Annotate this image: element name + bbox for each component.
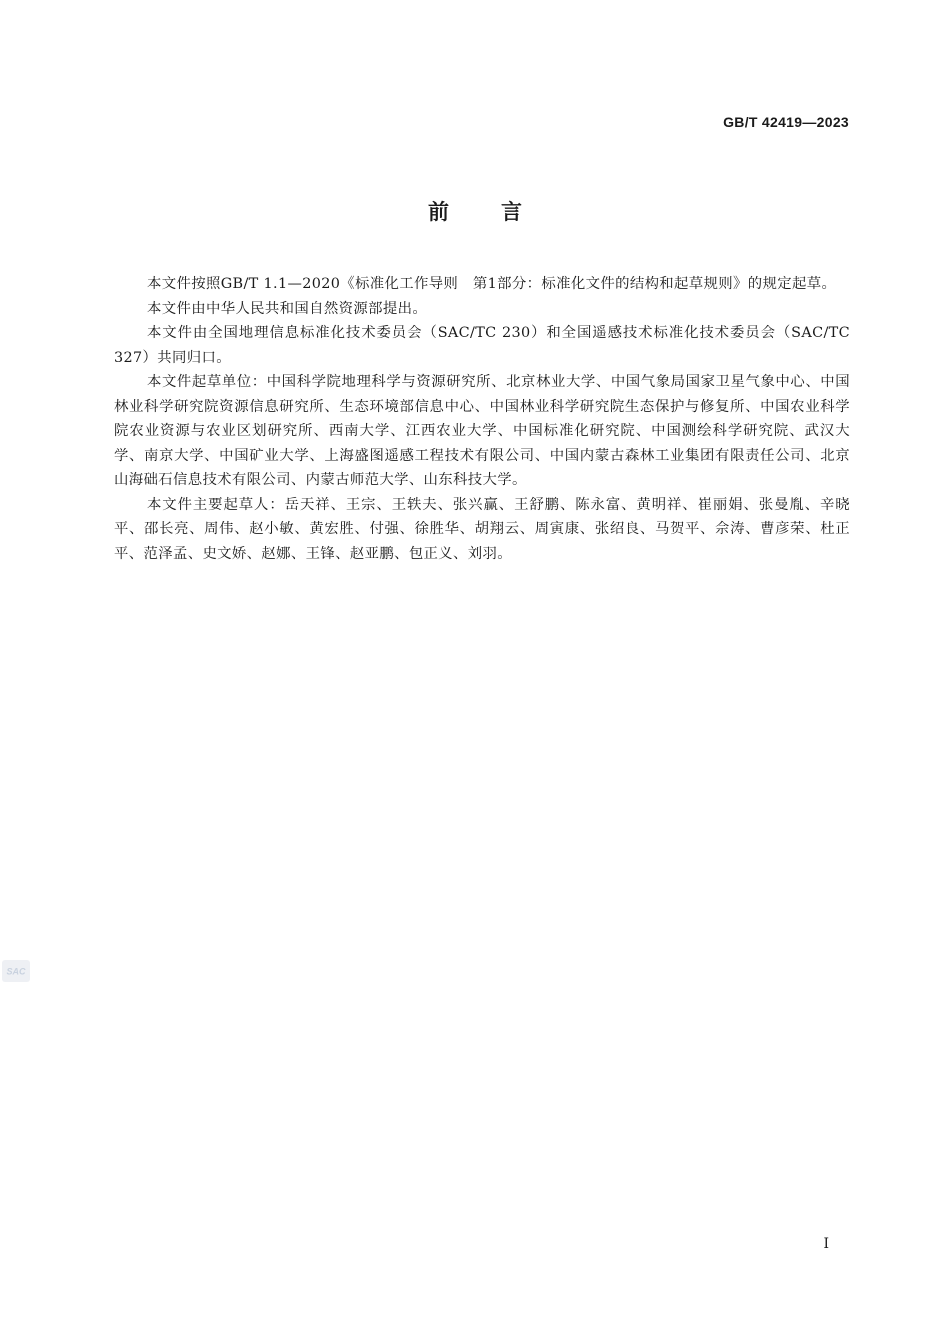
paragraph-technical-committee: 本文件由全国地理信息标准化技术委员会（SAC/TC 230）和全国遥感技术标准化技术委员会（SAC/TC 327）共同归口。 [114,325,850,366]
sac-logo-icon [4,965,28,977]
paragraph-main-drafters: 本文件主要起草人：岳天祥、王宗、王轶夫、张兴赢、王舒鹏、陈永富、黄明祥、崔丽娟、张曼胤、辛晓平、邵长亮、周伟、赵小敏、黄宏胜、付强、徐胜华、胡翔云、周寅康、张绍良、马贺平、佘涛、曹彦荣、杜正平、范泽孟、史文娇、赵娜、王锋、赵亚鹏、包正义、刘羽。 [114,496,850,562]
paragraph-drafting-organizations: 本文件起草单位：中国科学院地理科学与资源研究所、北京林业大学、中国气象局国家卫星气象中心、中国林业科学研究院资源信息研究所、生态环境部信息中心、中国林业科学研究院生态保护与修复所、中国农业科学院农业资源与农业区划研究所、西南大学、江西农业大学、中国标准化研究院、中国测绘科学研究院、武汉大学、南京大学、中国矿业大学、上海盛图遥感工程技术有限公司、中国内蒙古森林工业集团有限责任公司、北京山海础石信息技术有限公司、内蒙古师范大学、山东科技大学。 [114,374,850,488]
standard-number: GB/T 42419—2023 [723,114,849,130]
sac-logo-watermark [2,960,30,982]
paragraph-proposer: 本文件由中华人民共和国自然资源部提出。 [147,300,428,317]
page-title: 前言 [428,200,574,224]
paragraph-drafting-rules: 本文件按照GB/T 1.1—2020《标准化工作导则 第1部分：标准化文件的结构和起草规则》的规定起草。 [147,276,837,292]
foreword-body [114,272,850,566]
svg-text:SAC: SAC [6,966,26,977]
page-number: I [823,1236,829,1252]
